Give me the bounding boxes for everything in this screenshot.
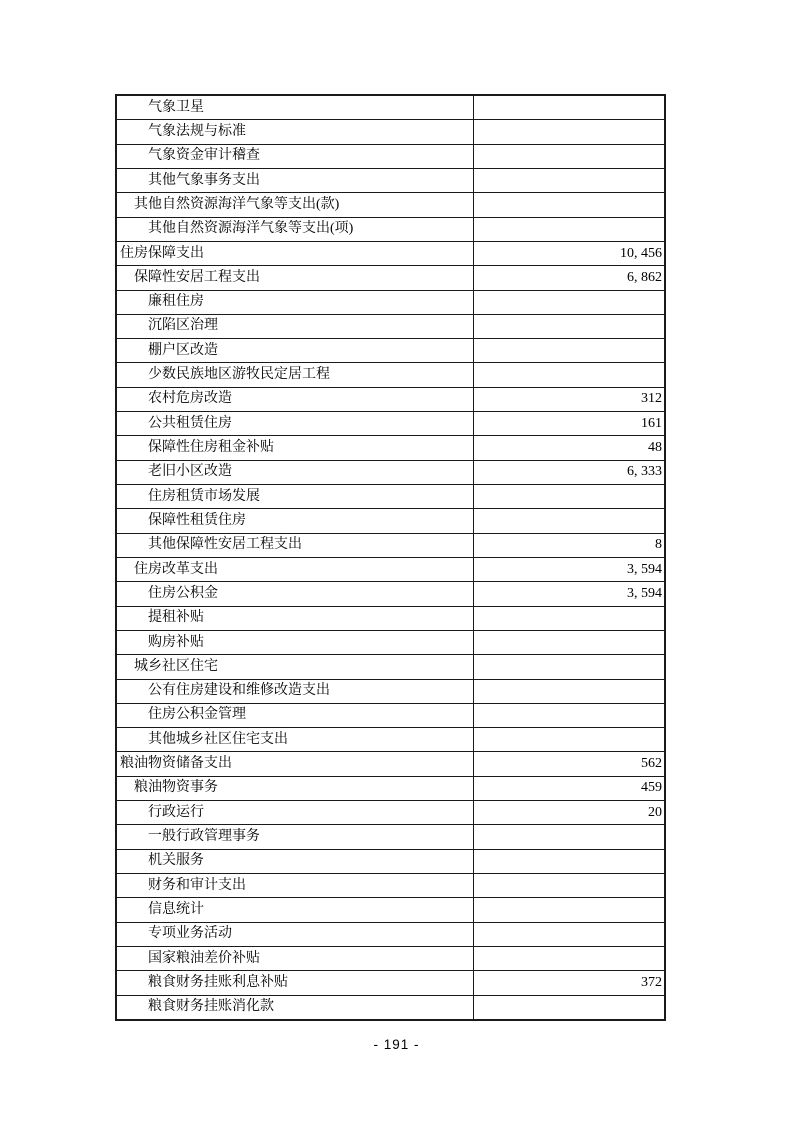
item-label: 专项业务活动 — [117, 923, 474, 946]
item-label: 廉租住房 — [117, 291, 474, 314]
page-number: - 191 - — [373, 1037, 420, 1052]
item-value: 6, 862 — [627, 269, 662, 285]
item-value: 8 — [655, 537, 662, 553]
item-value — [474, 898, 664, 921]
item-label: 气象卫星 — [117, 96, 474, 119]
table-row — [117, 436, 664, 460]
item-label: 公有住房建设和维修改造支出 — [117, 680, 474, 703]
item-label: 购房补贴 — [117, 631, 474, 654]
item-label: 国家粮油差价补贴 — [117, 947, 474, 970]
item-label: 信息统计 — [117, 898, 474, 921]
table-row — [117, 266, 664, 290]
table-row — [117, 607, 664, 631]
table-row — [117, 728, 664, 752]
item-value: 3, 594 — [627, 585, 662, 601]
table-row — [117, 412, 664, 436]
table-row — [117, 461, 664, 485]
item-value — [474, 363, 664, 386]
item-label: 其他保障性安居工程支出 — [117, 534, 474, 557]
item-value — [474, 631, 664, 654]
item-value — [474, 96, 664, 119]
table-row — [117, 558, 664, 582]
table-row — [117, 704, 664, 728]
item-value — [474, 923, 664, 946]
item-label: 粮油物资储备支出 — [117, 752, 474, 775]
table-row — [117, 996, 664, 1019]
item-label: 粮食财务挂账消化款 — [117, 996, 474, 1019]
item-label: 少数民族地区游牧民定居工程 — [117, 363, 474, 386]
table-row — [117, 169, 664, 193]
item-value — [474, 339, 664, 362]
item-label: 保障性住房租金补贴 — [117, 436, 474, 459]
table-row — [117, 485, 664, 509]
item-value — [474, 218, 664, 241]
table-row — [117, 339, 664, 363]
item-value — [474, 169, 664, 192]
table-row — [117, 534, 664, 558]
table-row — [117, 680, 664, 704]
item-value — [474, 728, 664, 751]
item-label: 保障性安居工程支出 — [117, 266, 474, 289]
item-label: 财务和审计支出 — [117, 874, 474, 897]
table-row — [117, 631, 664, 655]
item-value: 459 — [641, 780, 662, 796]
table-row — [117, 582, 664, 606]
item-value — [474, 947, 664, 970]
item-value — [474, 607, 664, 630]
item-label: 行政运行 — [117, 801, 474, 824]
item-label: 住房保障支出 — [117, 242, 474, 265]
item-value — [474, 655, 664, 678]
item-label: 住房改革支出 — [117, 558, 474, 581]
item-value — [474, 850, 664, 873]
table-row — [117, 315, 664, 339]
item-value — [474, 145, 664, 168]
table-row — [117, 509, 664, 533]
item-label: 农村危房改造 — [117, 388, 474, 411]
item-value — [474, 996, 664, 1019]
table-row — [117, 145, 664, 169]
table-row — [117, 655, 664, 679]
table-row — [117, 801, 664, 825]
table-row — [117, 777, 664, 801]
item-label: 粮油物资事务 — [117, 777, 474, 800]
table-row — [117, 923, 664, 947]
item-label: 棚户区改造 — [117, 339, 474, 362]
table-row — [117, 947, 664, 971]
table-row — [117, 218, 664, 242]
table-row — [117, 874, 664, 898]
item-value: 20 — [648, 804, 662, 820]
budget-expenditure-table — [115, 94, 666, 1021]
item-value — [474, 680, 664, 703]
item-value — [474, 193, 664, 216]
item-label: 住房公积金 — [117, 582, 474, 605]
item-label: 住房公积金管理 — [117, 704, 474, 727]
item-value — [474, 485, 664, 508]
item-label: 老旧小区改造 — [117, 461, 474, 484]
table-row — [117, 96, 664, 120]
item-value: 3, 594 — [627, 561, 662, 577]
item-value: 312 — [641, 391, 662, 407]
item-label: 公共租赁住房 — [117, 412, 474, 435]
table-row — [117, 363, 664, 387]
item-label: 机关服务 — [117, 850, 474, 873]
item-label: 气象法规与标准 — [117, 120, 474, 143]
item-value — [474, 509, 664, 532]
table-row — [117, 120, 664, 144]
item-label: 粮食财务挂账利息补贴 — [117, 971, 474, 994]
item-label: 提租补贴 — [117, 607, 474, 630]
item-label: 一般行政管理事务 — [117, 825, 474, 848]
table-row — [117, 898, 664, 922]
table-row — [117, 971, 664, 995]
item-label: 沉陷区治理 — [117, 315, 474, 338]
item-value — [474, 825, 664, 848]
table-row — [117, 242, 664, 266]
table-row — [117, 388, 664, 412]
item-label: 城乡社区住宅 — [117, 655, 474, 678]
item-value — [474, 120, 664, 143]
item-label: 保障性租赁住房 — [117, 509, 474, 532]
table-row — [117, 850, 664, 874]
item-value: 372 — [641, 974, 662, 990]
item-label: 其他自然资源海洋气象等支出(款) — [117, 193, 474, 216]
item-value: 6, 333 — [627, 464, 662, 480]
item-value: 562 — [641, 756, 662, 772]
item-value: 161 — [641, 415, 662, 431]
item-label: 住房租赁市场发展 — [117, 485, 474, 508]
item-value: 48 — [648, 440, 662, 456]
item-label: 其他气象事务支出 — [117, 169, 474, 192]
table-row — [117, 752, 664, 776]
item-value — [474, 874, 664, 897]
item-value — [474, 315, 664, 338]
table-row — [117, 825, 664, 849]
item-label: 其他自然资源海洋气象等支出(项) — [117, 218, 474, 241]
table-row — [117, 193, 664, 217]
item-label: 气象资金审计稽查 — [117, 145, 474, 168]
item-value: 10, 456 — [620, 245, 662, 261]
item-label: 其他城乡社区住宅支出 — [117, 728, 474, 751]
item-value — [474, 291, 664, 314]
table-row — [117, 291, 664, 315]
item-value — [474, 704, 664, 727]
